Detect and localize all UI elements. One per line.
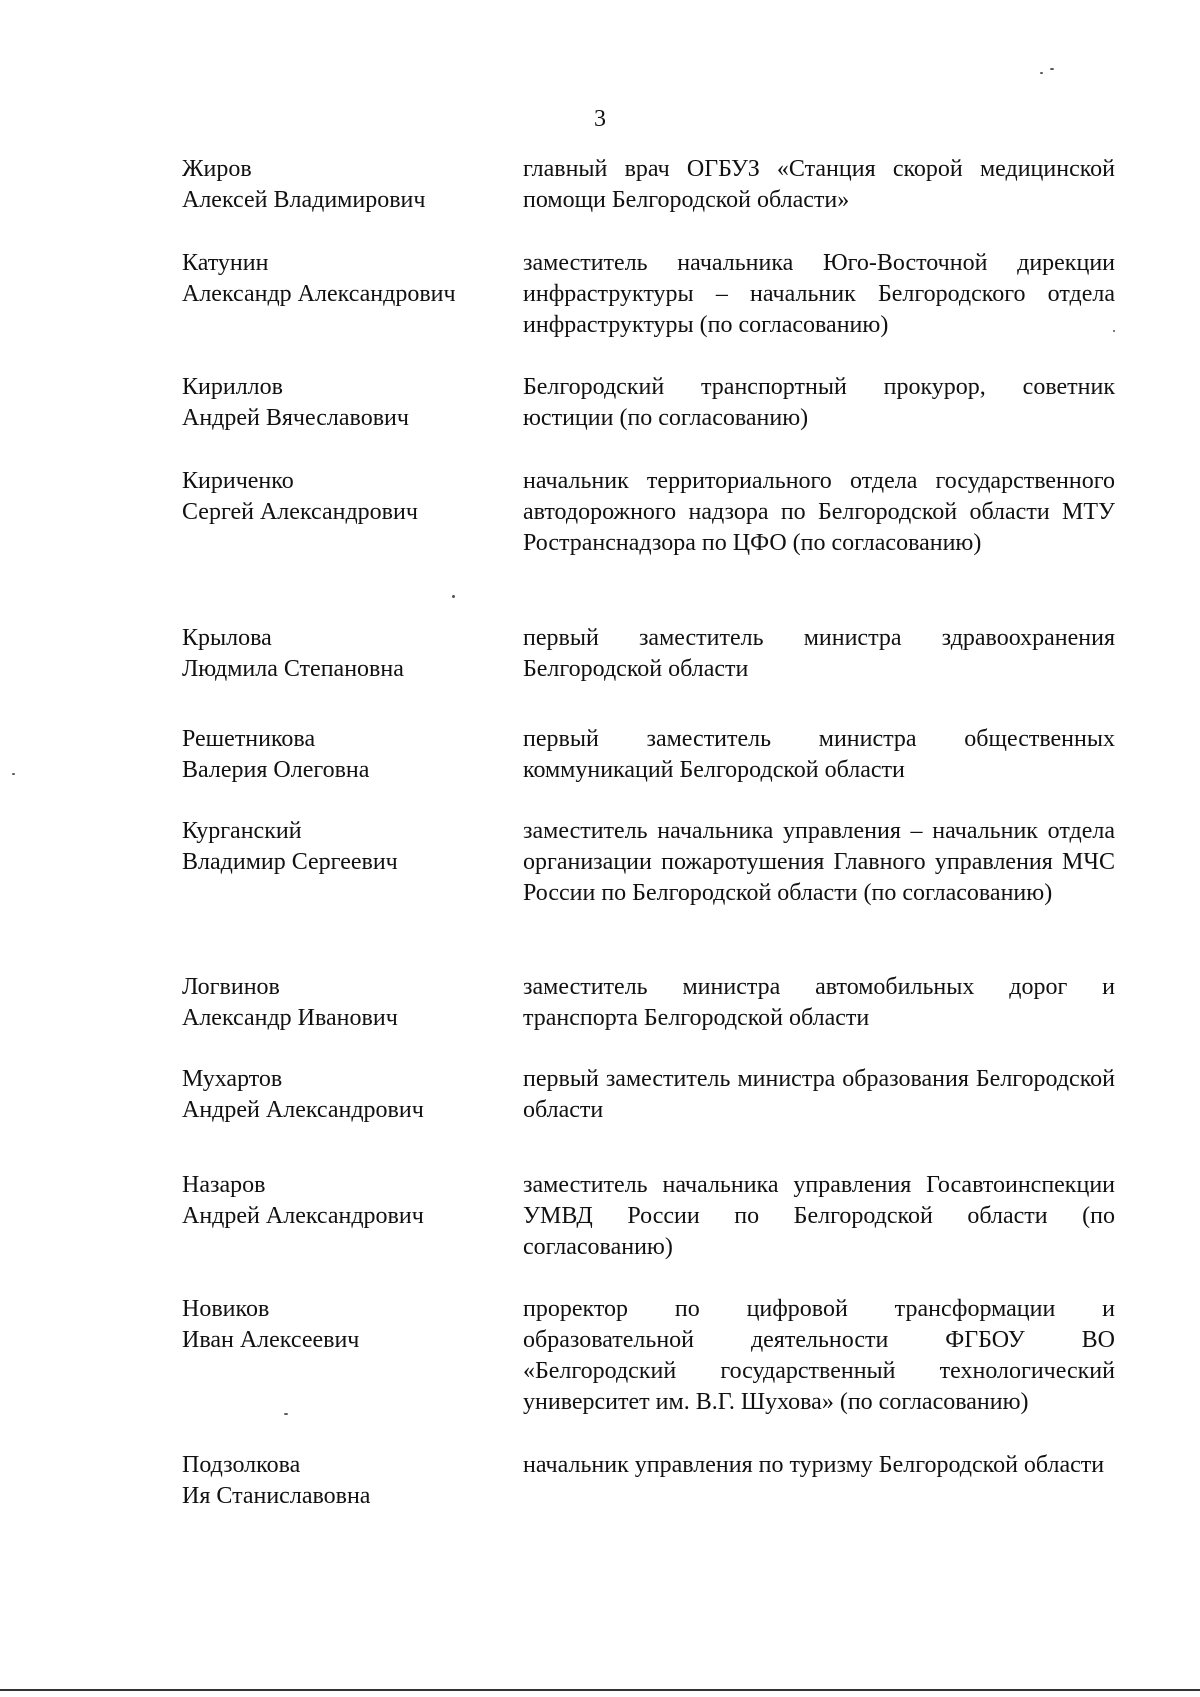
position-text: начальник управления по туризму Белгородской области: [523, 1452, 1105, 1478]
given-names: Владимир Сергеевич: [182, 849, 398, 875]
given-names: Сергей Александрович: [182, 499, 418, 525]
page-bottom-edge: [0, 1689, 1200, 1691]
person-name: [182, 1170, 502, 1232]
position-text: первый заместитель министра общественных коммуникаций Белгородской области: [523, 726, 1115, 783]
page-number: 3: [594, 106, 606, 132]
given-names: Иван Алексеевич: [182, 1327, 360, 1353]
surname: Крылова: [182, 625, 272, 651]
position-text: первый заместитель министра здравоохранения Белгородской области: [523, 625, 1115, 682]
position-text: Белгородский транспортный прокурор, советник юстиции (по согласованию): [523, 374, 1115, 431]
surname: Новиков: [182, 1296, 270, 1322]
person-name: [182, 623, 502, 685]
surname: Курганский: [182, 818, 302, 844]
scan-speck: [12, 773, 15, 775]
given-names: Ия Станиславовна: [182, 1483, 371, 1509]
person-name: [182, 724, 502, 786]
scan-speck: [452, 595, 455, 598]
given-names: Валерия Олеговна: [182, 757, 370, 783]
surname: Кириченко: [182, 468, 294, 494]
surname: Логвинов: [182, 974, 280, 1000]
position-text: главный врач ОГБУЗ «Станция скорой медицинской помощи Белгородской области»: [523, 156, 1115, 213]
given-names: Александр Александрович: [182, 281, 456, 307]
given-names: Андрей Александрович: [182, 1203, 424, 1229]
position-text: заместитель начальника управления – начальник отдела организации пожаротушения Главного управления МЧС России по Белгородской области (по согласованию): [523, 818, 1115, 906]
surname: Жиров: [182, 156, 252, 182]
surname: Решетникова: [182, 726, 316, 752]
given-names: Андрей Вячеславович: [182, 405, 409, 431]
person-name: [182, 1294, 502, 1356]
scan-speck: [1050, 68, 1054, 70]
surname: Назаров: [182, 1172, 266, 1198]
surname: Подзолкова: [182, 1452, 301, 1478]
given-names: Андрей Александрович: [182, 1097, 424, 1123]
person-name: [182, 248, 502, 310]
position-text: проректор по цифровой трансформации и образовательной деятельности ФГБОУ ВО «Белгородский государственный технологический университет им. В.Г. Шухова» (по согласованию): [523, 1296, 1115, 1415]
person-name: [182, 154, 502, 216]
person-name: [182, 972, 502, 1034]
surname: Мухартов: [182, 1066, 283, 1092]
scan-speck: [1040, 72, 1043, 74]
person-name: [182, 466, 502, 528]
position-text: заместитель министра автомобильных дорог и транспорта Белгородской области: [523, 974, 1115, 1031]
scan-speck: [1113, 330, 1115, 332]
person-name: [182, 372, 502, 434]
surname: Катунин: [182, 250, 269, 276]
scan-speck: [284, 1413, 288, 1415]
person-name: [182, 816, 502, 878]
person-name: [182, 1064, 502, 1126]
position-text: заместитель начальника Юго-Восточной дирекции инфраструктуры – начальник Белгородского отдела инфраструктуры (по согласованию): [523, 250, 1115, 338]
position-text: начальник территориального отдела государственного автодорожного надзора по Белгородской области МТУ Ространснадзора по ЦФО (по согласованию): [523, 468, 1115, 556]
given-names: Александр Иванович: [182, 1005, 398, 1031]
given-names: Людмила Степановна: [182, 656, 404, 682]
position-text: первый заместитель министра образования Белгородской области: [523, 1066, 1115, 1123]
position-text: заместитель начальника управления Госавтоинспекции УМВД России по Белгородской области (по согласованию): [523, 1172, 1115, 1260]
given-names: Алексей Владимирович: [182, 187, 426, 213]
person-name: [182, 1450, 502, 1512]
surname: Кириллов: [182, 374, 283, 400]
